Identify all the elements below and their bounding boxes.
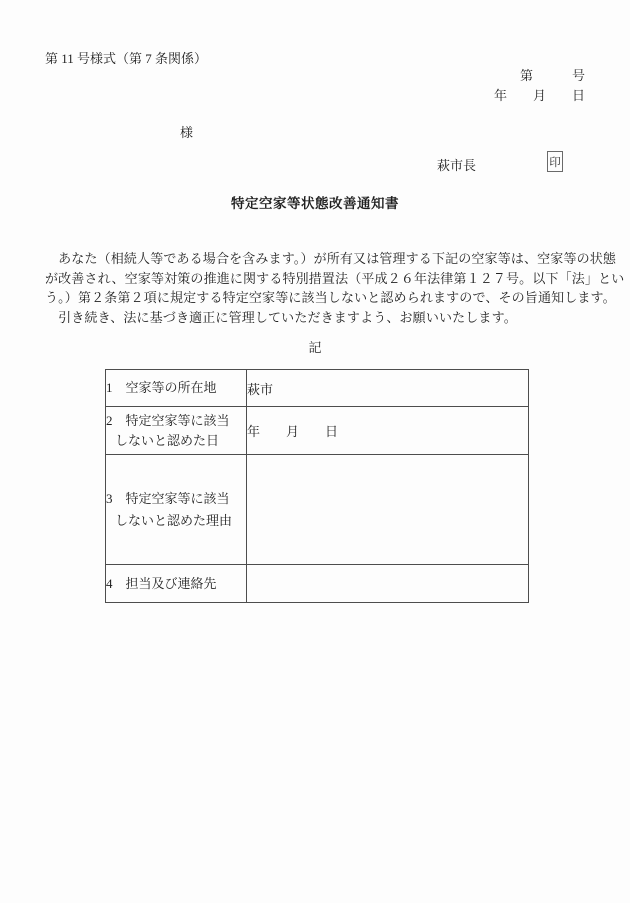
body-line: が改善され、空家等対策の推進に関する特別措置法（平成２６年法律第１２７号。以下「法」とい <box>45 270 625 286</box>
row-label-text: 1 空家等の所在地 <box>106 380 217 395</box>
body-line: 引き続き、法に基づき適正に管理していただきますよう、お願いいたします。 <box>45 310 517 326</box>
table-row-location <box>106 370 529 407</box>
addressee-suffix: 様 <box>180 125 194 140</box>
row-label-recognition-date <box>106 407 247 455</box>
details-table <box>105 369 529 603</box>
seal-placeholder-box <box>547 151 563 172</box>
row-value-contact <box>247 565 529 603</box>
row-label-text: 2 特定空家等に該当 <box>106 412 230 428</box>
row-label-location <box>106 370 247 407</box>
row-value-recognition-date: 年 月 日 <box>247 407 529 455</box>
table-row-recognition-date <box>106 407 529 455</box>
row-label-contact <box>106 565 247 603</box>
document-number-line: 第 号 <box>519 68 585 83</box>
row-label-recognition-reason <box>106 455 247 565</box>
body-line: う。）第２条第２項に規定する特定空家等に該当しないと認められますので、その旨通知します。 <box>45 290 616 306</box>
row-label-text: 3 特定空家等に該当 <box>106 490 230 506</box>
sender-mayor-label: 萩市長 <box>437 158 477 173</box>
row-value-recognition-reason <box>247 455 529 565</box>
body-line: あなた（相続人等である場合を含みます。）が所有又は管理する下記の空家等は、空家等の状態 <box>45 251 617 266</box>
seal-label: 印 <box>549 156 561 169</box>
document-title: 特定空家等状態改善通知書 <box>231 196 399 211</box>
form-number: 第 11 号様式（第 7 条関係） <box>45 51 208 66</box>
table-row-recognition-reason <box>106 455 529 565</box>
row-label-text: しないと認めた日 <box>115 432 220 448</box>
row-label-text: 4 担当及び連絡先 <box>106 575 217 591</box>
record-marker: 記 <box>308 340 322 355</box>
document-date-line: 年 月 日 <box>493 88 585 103</box>
row-label-text: しないと認めた理由 <box>115 512 233 528</box>
body-paragraph <box>45 249 625 328</box>
table-row-contact <box>106 565 529 603</box>
row-value-location: 萩市 <box>247 370 529 407</box>
